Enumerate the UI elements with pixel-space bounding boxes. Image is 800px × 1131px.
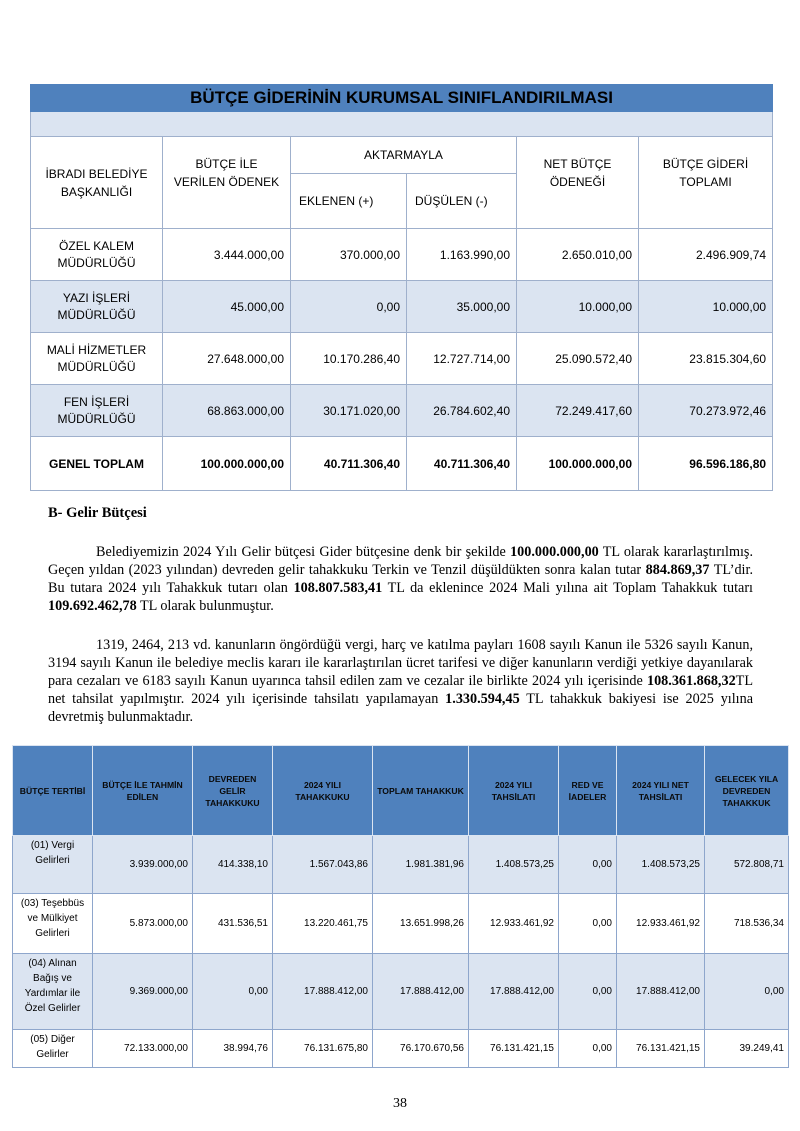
cell-removed: 1.163.990,00 [407,229,517,281]
page-number: 38 [393,1096,407,1111]
value-cell: 1.408.573,25 [469,836,559,894]
value-cell: 13.651.998,26 [373,894,469,954]
table-title: BÜTÇE GİDERİNİN KURUMSAL SINIFLANDIRILMASI [31,85,773,112]
value-cell: 572.808,71 [705,836,789,894]
value-cell: 17.888.412,00 [273,954,373,1030]
header-cell: TOPLAM TAHAKKUK [373,746,469,836]
grand-total-row [31,437,773,491]
value-cell: 3.939.000,00 [93,836,193,894]
header-cell: DEVREDEN GELİR TAHAKKUKU [193,746,273,836]
table-row [31,333,773,385]
cell-net: 72.249.417,60 [517,385,639,437]
cell-budget: 68.863.000,00 [163,385,291,437]
text-span: TL da eklenince 2024 Mali yılına ait Toplam Tahakkuk tutarı [382,580,753,596]
cell-budget: 45.000,00 [163,281,291,333]
paragraph-collection [48,636,753,726]
table-spacer [31,112,773,137]
cell-removed: 12.727.714,00 [407,333,517,385]
value-cell: 76.170.670,56 [373,1030,469,1068]
header-cell: GELECEK YILA DEVREDEN TAHAKKUK [705,746,789,836]
header-removed: DÜŞÜLEN (-) [407,174,517,229]
table-row [31,385,773,437]
table-row [13,1030,789,1068]
value-cell: 431.536,51 [193,894,273,954]
value-cell: 12.933.461,92 [469,894,559,954]
cell-added: 10.170.286,40 [291,333,407,385]
value-cell: 0,00 [559,1030,617,1068]
text-span: TL tahakkuk bakiyesi ise 2025 yılına devretmiş bulunmaktadır. [48,691,754,725]
header-cell: 2024 YILI TAHAKKUKU [273,746,373,836]
value-cell: 1.567.043,86 [273,836,373,894]
value-cell: 12.933.461,92 [617,894,705,954]
bold-amount: 884.869,37 [645,562,710,578]
value-cell: 5.873.000,00 [93,894,193,954]
section-title: B- Gelir Bütçesi [48,505,147,521]
value-cell: 72.133.000,00 [93,1030,193,1068]
paragraph-revenue-budget [48,543,753,615]
value-cell: 0,00 [193,954,273,1030]
value-cell: 0,00 [559,894,617,954]
cell-removed: 35.000,00 [407,281,517,333]
value-cell: 13.220.461,75 [273,894,373,954]
cell-total: 23.815.304,60 [639,333,773,385]
header-net: NET BÜTÇE ÖDENEĞİ [517,137,639,229]
cell-added: 30.171.020,00 [291,385,407,437]
value-cell: 39.249,41 [705,1030,789,1068]
value-cell: 17.888.412,00 [617,954,705,1030]
cell-net: 10.000,00 [517,281,639,333]
cell-net: 2.650.010,00 [517,229,639,281]
grand-total-label: GENEL TOPLAM [31,437,163,491]
value-cell: 76.131.421,15 [469,1030,559,1068]
institutional-expense-table [30,84,773,491]
value-cell: 38.994,76 [193,1030,273,1068]
header-cell: 2024 YILI NET TAHSİLATI [617,746,705,836]
row-name: (04) Alınan Bağış ve Yardımlar ile Özel Gelirler [13,954,93,1030]
text-span: TL’dir. Bu tutara 2024 yılı Tahakkuk tutarı olan [48,562,753,596]
bold-amount: 108.807.583,41 [293,580,383,596]
value-cell: 414.338,10 [193,836,273,894]
row-name: MALİ HİZMETLER MÜDÜRLÜĞÜ [31,333,163,385]
table-row [13,836,789,894]
cell-total: 2.496.909,74 [639,229,773,281]
cell-budget: 3.444.000,00 [163,229,291,281]
header-added: EKLENEN (+) [291,174,407,229]
value-cell: 9.369.000,00 [93,954,193,1030]
text-span: TL olarak kararlaştırılmış. Geçen yıldan (2023 yılından) devreden gelir tahakkuku Terkin ve Tenzil düşüldükten sonra kalan tutar [48,544,753,578]
bold-amount: 109.692.462,78 [48,598,137,614]
cell-budget: 100.000.000,00 [163,437,291,491]
value-cell: 718.536,34 [705,894,789,954]
table-row [13,894,789,954]
value-cell: 17.888.412,00 [469,954,559,1030]
row-name: YAZI İŞLERİ MÜDÜRLÜĞÜ [31,281,163,333]
row-name: FEN İŞLERİ MÜDÜRLÜĞÜ [31,385,163,437]
cell-removed: 26.784.602,40 [407,385,517,437]
value-cell: 17.888.412,00 [373,954,469,1030]
header-unit: İBRADI BELEDİYE BAŞKANLIĞI [31,137,163,229]
cell-net: 100.000.000,00 [517,437,639,491]
row-name: (05) Diğer Gelirler [13,1030,93,1068]
text-span: TL olarak bulunmuştur. [136,598,274,614]
value-cell: 0,00 [559,836,617,894]
header-total: BÜTÇE GİDERİ TOPLAMI [639,137,773,229]
bold-amount: 108.361.868,32 [646,673,736,689]
row-name: (01) Vergi Gelirleri [13,836,93,894]
cell-removed: 40.711.306,40 [407,437,517,491]
header-transfer: AKTARMAYLA [291,137,517,174]
header-cell: RED VE İADELER [559,746,617,836]
header-cell: 2024 YILI TAHSİLATI [469,746,559,836]
cell-total: 70.273.972,46 [639,385,773,437]
cell-budget: 27.648.000,00 [163,333,291,385]
row-name: (03) Teşebbüs ve Mülkiyet Gelirleri [13,894,93,954]
row-name: ÖZEL KALEM MÜDÜRLÜĞÜ [31,229,163,281]
text-span: Belediyemizin 2024 Yılı Gelir bütçesi Gider bütçesine denk bir şekilde [96,544,511,560]
value-cell: 76.131.421,15 [617,1030,705,1068]
cell-added: 370.000,00 [291,229,407,281]
value-cell: 0,00 [559,954,617,1030]
header-cell: BÜTÇE TERTİBİ [13,746,93,836]
revenue-table [12,745,789,1068]
value-cell: 0,00 [705,954,789,1030]
table-row [13,954,789,1030]
cell-total: 96.596.186,80 [639,437,773,491]
value-cell: 1.981.381,96 [373,836,469,894]
bold-amount: 1.330.594,45 [445,691,520,707]
text-span: TL net tahsilat yapılmıştır. 2024 yılı içerisinde tahsilatı yapılamayan [48,673,753,707]
cell-added: 0,00 [291,281,407,333]
cell-net: 25.090.572,40 [517,333,639,385]
header-cell: BÜTÇE İLE TAHMİN EDİLEN [93,746,193,836]
value-cell: 1.408.573,25 [617,836,705,894]
cell-added: 40.711.306,40 [291,437,407,491]
text-span: 1319, 2464, 213 vd. kanunların öngördüğü vergi, harç ve katılma payları 1608 sayılı Kanun ile 5326 sayılı Kanun, 3194 sayılı Kanun ile belediye meclis kararı ile kararlaştırılan ücret tarifesi ve diğer kanunların verdiği yetkiye dayanılarak para cezaları ve 6183 sayılı Kanun uyarınca tahsil edilen zam ve cezalar ile birlikte 2024 yılı içerisinde [48,637,753,689]
cell-total: 10.000,00 [639,281,773,333]
table-row [31,229,773,281]
header-budget: BÜTÇE İLE VERİLEN ÖDENEK [163,137,291,229]
table-row [31,281,773,333]
value-cell: 76.131.675,80 [273,1030,373,1068]
bold-amount: 100.000.000,00 [510,544,599,560]
